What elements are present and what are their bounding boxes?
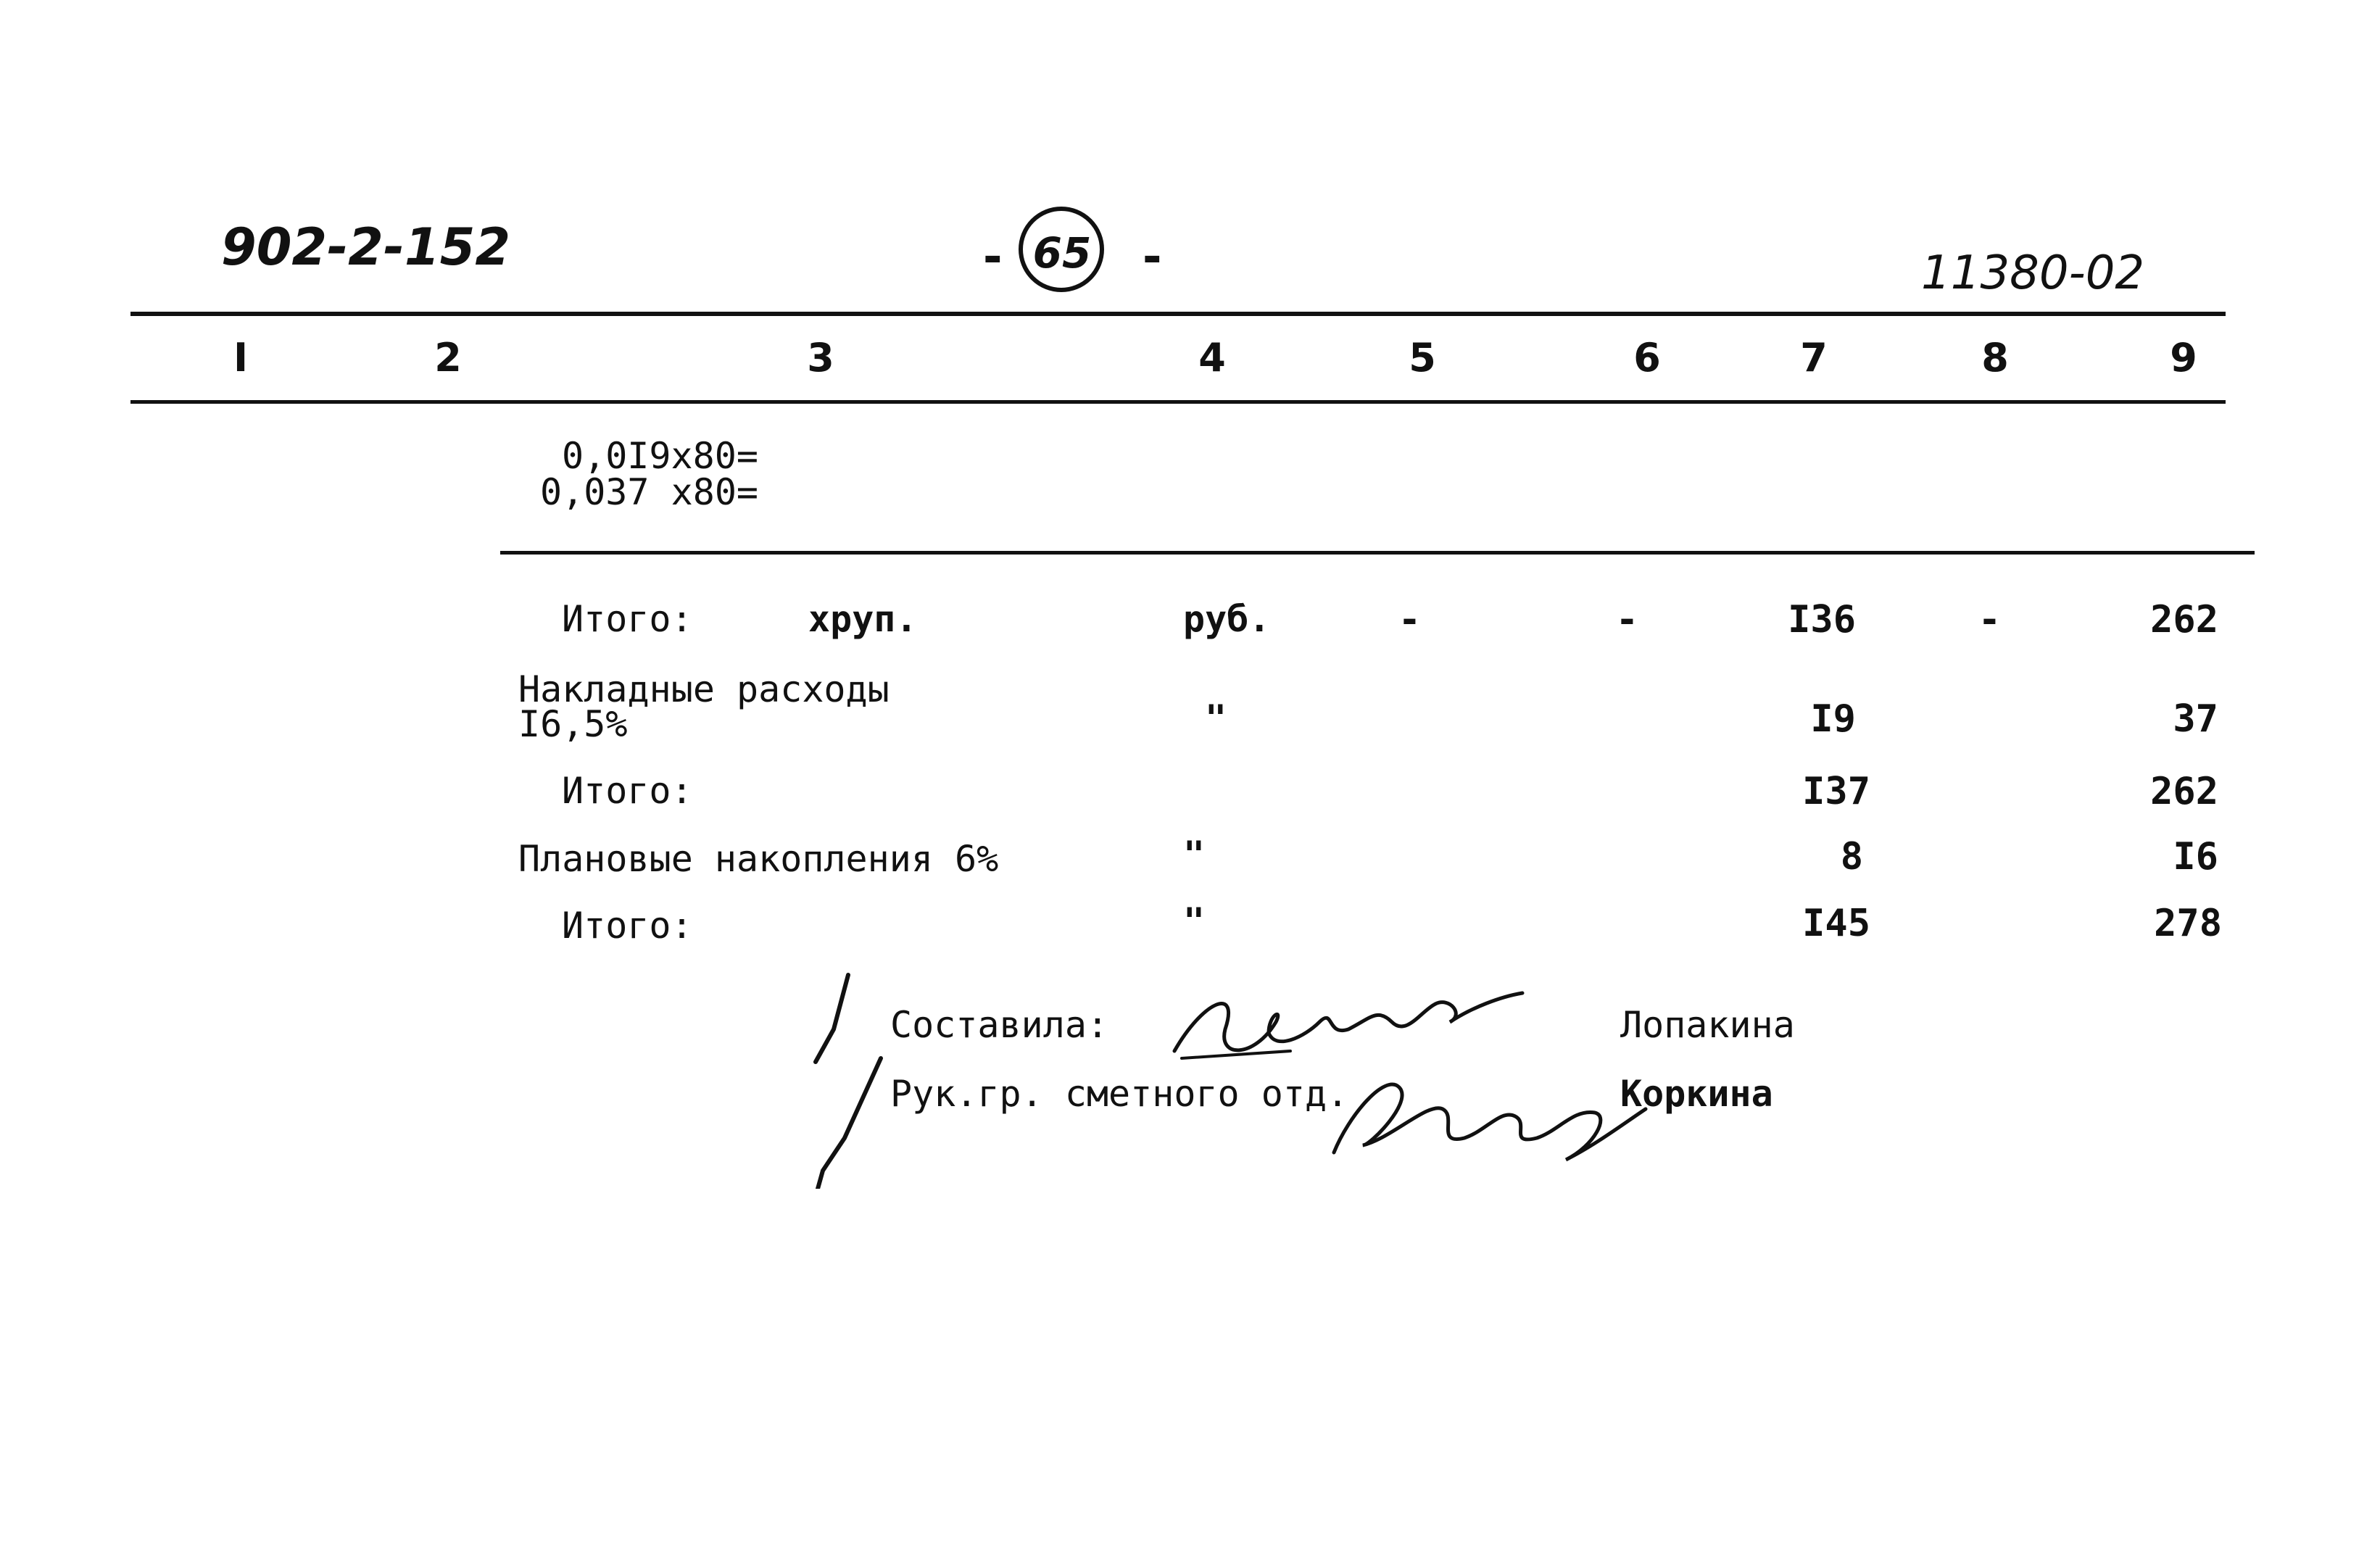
cell-col7: I37 <box>1802 770 1870 813</box>
cell-col9: 262 <box>2150 770 2218 813</box>
page-dash-left: - <box>979 231 1007 284</box>
table-top-rule <box>130 312 2226 316</box>
column-number: I <box>233 335 249 381</box>
cell-col7: 8 <box>1840 835 1863 879</box>
page-dash-right: - <box>1138 231 1166 284</box>
formula-line: 0,0I9x80= <box>562 435 758 477</box>
compiled-by-label: Составила: <box>890 1004 1109 1046</box>
cell-col7: I45 <box>1802 902 1870 945</box>
column-number: 2 <box>434 335 462 381</box>
row-label: Итого: <box>562 598 693 640</box>
row-unit: " <box>1183 900 1206 942</box>
cell-col7: I9 <box>1810 697 1856 741</box>
row-unit: " <box>1205 697 1227 739</box>
group-head-label: Рук.гр. сметного отд. <box>890 1073 1349 1115</box>
cell-col9: 278 <box>2154 902 2222 945</box>
cell-col9: 37 <box>2173 697 2218 741</box>
row-label: Итого: <box>562 905 693 947</box>
row-label: Плановые накопления 6% <box>518 838 999 880</box>
column-number: 6 <box>1633 335 1661 381</box>
row-label: Итого: <box>562 770 693 812</box>
column-number: 9 <box>2170 335 2197 381</box>
signature-head <box>1319 1058 1653 1167</box>
column-number: 5 <box>1409 335 1436 381</box>
cell-col9: I6 <box>2173 835 2218 879</box>
table-header-bottom-rule <box>130 400 2226 404</box>
page-number: 65 <box>1032 228 1092 278</box>
row-unit: руб. <box>1183 598 1271 640</box>
doc-number: 11380-02 <box>1921 246 2145 300</box>
row-unit: " <box>1183 834 1206 876</box>
row-extra: хруп. <box>808 598 918 640</box>
cell-col9: 262 <box>2150 598 2218 641</box>
group-head-name: Коркина <box>1620 1073 1773 1115</box>
formula-line: 0,037 x80= <box>540 471 759 513</box>
cell-col8: - <box>1978 598 2001 641</box>
signature-compiled <box>1160 971 1537 1073</box>
column-number: 7 <box>1800 335 1828 381</box>
cell-col6: - <box>1615 598 1638 641</box>
cell-col7: I36 <box>1788 598 1856 641</box>
row-label: Накладные расходы <box>518 668 890 710</box>
cell-col5: - <box>1398 598 1421 641</box>
column-number: 4 <box>1198 335 1226 381</box>
bracket-mark <box>805 971 892 1189</box>
column-number: 8 <box>1981 335 2009 381</box>
series-code: 902-2-152 <box>221 217 511 277</box>
compiled-by-name: Лопакина <box>1620 1004 1795 1046</box>
column-number: 3 <box>807 335 834 381</box>
section-rule <box>500 551 2255 555</box>
row-label-sub: I6,5% <box>518 703 628 745</box>
